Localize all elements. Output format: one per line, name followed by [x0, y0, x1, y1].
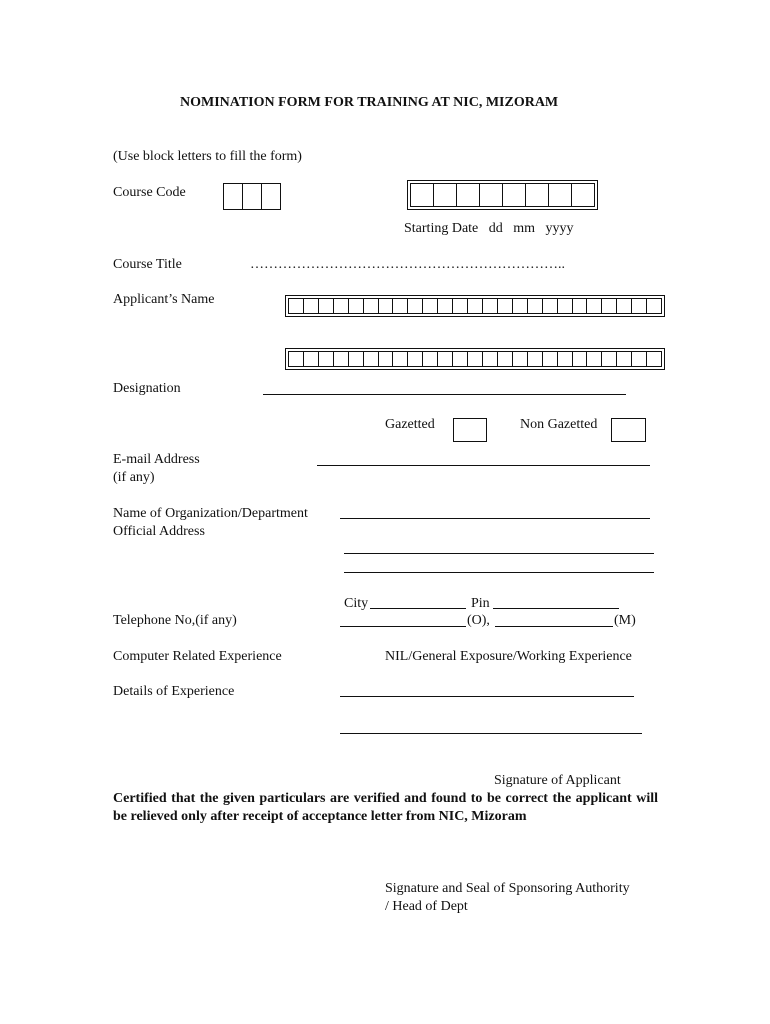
designation-label: Designation	[113, 381, 181, 396]
starting-date-boxes[interactable]	[407, 180, 598, 210]
experience-details-line-1[interactable]	[340, 696, 634, 697]
name-letter-box[interactable]	[349, 298, 364, 314]
certification-text: Certified that the given particulars are verified and found to be correct the applicant will be relieved only after receipt of acceptance letter from NIC, Mizoram	[113, 791, 658, 824]
applicant-name-boxes-row-1[interactable]	[285, 295, 665, 317]
course-code-box[interactable]	[262, 183, 281, 210]
name-letter-box[interactable]	[573, 351, 588, 367]
course-code-label: Course Code	[113, 185, 186, 200]
name-letter-box[interactable]	[483, 351, 498, 367]
name-letter-box[interactable]	[558, 351, 573, 367]
starting-date-label: Starting Date dd mm yyyy	[404, 221, 574, 236]
name-letter-box[interactable]	[587, 351, 602, 367]
telephone-label: Telephone No,(if any)	[113, 613, 237, 628]
name-letter-box[interactable]	[438, 351, 453, 367]
date-format-hint: dd mm yyyy	[488, 221, 574, 236]
name-letter-box[interactable]	[528, 351, 543, 367]
name-letter-box[interactable]	[573, 298, 588, 314]
name-letter-box[interactable]	[334, 351, 349, 367]
gazetted-label: Gazetted	[385, 417, 435, 432]
experience-details-label: Details of Experience	[113, 684, 235, 699]
name-letter-box[interactable]	[558, 298, 573, 314]
name-letter-box[interactable]	[498, 298, 513, 314]
email-label: E-mail Address	[113, 452, 200, 467]
name-letter-box[interactable]	[288, 298, 304, 314]
name-letter-box[interactable]	[319, 351, 334, 367]
date-box[interactable]	[572, 183, 595, 207]
address-input-line-2[interactable]	[344, 572, 654, 573]
name-letter-box[interactable]	[334, 298, 349, 314]
course-title-field[interactable]: …………………………………………………………..	[250, 257, 565, 272]
page-title: NOMINATION FORM FOR TRAINING AT NIC, MIZORAM	[180, 95, 559, 110]
name-letter-box[interactable]	[288, 351, 304, 367]
experience-options[interactable]: NIL/General Exposure/Working Experience	[385, 649, 632, 664]
date-box[interactable]	[434, 183, 457, 207]
name-letter-box[interactable]	[543, 298, 558, 314]
non-gazetted-checkbox[interactable]	[611, 418, 646, 442]
applicant-signature-label: Signature of Applicant	[494, 773, 621, 788]
city-input-line[interactable]	[370, 608, 466, 609]
name-letter-box[interactable]	[468, 298, 483, 314]
pin-input-line[interactable]	[493, 608, 619, 609]
name-letter-box[interactable]	[304, 351, 319, 367]
experience-details-line-2[interactable]	[340, 733, 642, 734]
applicant-name-label: Applicant’s Name	[113, 292, 215, 307]
date-box[interactable]	[410, 183, 434, 207]
telephone-office-suffix: (O),	[467, 613, 490, 628]
name-letter-box[interactable]	[543, 351, 558, 367]
name-letter-box[interactable]	[319, 298, 334, 314]
address-input-line-1[interactable]	[344, 553, 654, 554]
name-letter-box[interactable]	[453, 351, 468, 367]
name-letter-box[interactable]	[438, 298, 453, 314]
email-input-line[interactable]	[317, 465, 650, 466]
name-letter-box[interactable]	[453, 298, 468, 314]
name-letter-box[interactable]	[528, 298, 543, 314]
name-letter-box[interactable]	[393, 298, 408, 314]
name-letter-box[interactable]	[468, 351, 483, 367]
sponsor-head-label: / Head of Dept	[385, 899, 468, 914]
name-letter-box[interactable]	[587, 298, 602, 314]
name-letter-box[interactable]	[617, 351, 632, 367]
organization-input-line[interactable]	[340, 518, 650, 519]
name-letter-box[interactable]	[304, 298, 319, 314]
non-gazetted-label: Non Gazetted	[520, 417, 598, 432]
city-label: City	[344, 596, 369, 611]
course-code-boxes[interactable]	[223, 183, 281, 210]
name-letter-box[interactable]	[632, 298, 647, 314]
name-letter-box[interactable]	[408, 351, 423, 367]
name-letter-box[interactable]	[647, 298, 662, 314]
name-letter-box[interactable]	[483, 298, 498, 314]
telephone-mobile-input-line[interactable]	[495, 626, 613, 627]
date-box[interactable]	[457, 183, 480, 207]
name-letter-box[interactable]	[602, 351, 617, 367]
gazetted-checkbox[interactable]	[453, 418, 487, 442]
name-letter-box[interactable]	[513, 298, 528, 314]
sponsor-signature-label: Signature and Seal of Sponsoring Authority	[385, 881, 630, 896]
email-sub-label: (if any)	[113, 470, 155, 485]
name-letter-box[interactable]	[632, 351, 647, 367]
computer-experience-label: Computer Related Experience	[113, 649, 282, 664]
date-box[interactable]	[526, 183, 549, 207]
date-box[interactable]	[503, 183, 526, 207]
instructions-text: (Use block letters to fill the form)	[113, 149, 302, 164]
name-letter-box[interactable]	[602, 298, 617, 314]
name-letter-box[interactable]	[379, 298, 394, 314]
course-code-box[interactable]	[223, 183, 243, 210]
name-letter-box[interactable]	[364, 298, 379, 314]
name-letter-box[interactable]	[423, 298, 438, 314]
applicant-name-boxes-row-2[interactable]	[285, 348, 665, 370]
name-letter-box[interactable]	[498, 351, 513, 367]
name-letter-box[interactable]	[379, 351, 394, 367]
telephone-office-input-line[interactable]	[340, 626, 466, 627]
telephone-mobile-suffix: (M)	[614, 613, 636, 628]
name-letter-box[interactable]	[513, 351, 528, 367]
name-letter-box[interactable]	[349, 351, 364, 367]
pin-label: Pin	[471, 596, 490, 611]
name-letter-box[interactable]	[617, 298, 632, 314]
organization-label: Name of Organization/Department	[113, 506, 308, 521]
designation-input-line[interactable]	[263, 394, 626, 395]
official-address-label: Official Address	[113, 524, 205, 539]
course-code-box[interactable]	[243, 183, 262, 210]
name-letter-box[interactable]	[408, 298, 423, 314]
course-title-label: Course Title	[113, 257, 182, 272]
date-box[interactable]	[549, 183, 572, 207]
name-letter-box[interactable]	[423, 351, 438, 367]
date-box[interactable]	[480, 183, 503, 207]
name-letter-box[interactable]	[364, 351, 379, 367]
name-letter-box[interactable]	[647, 351, 662, 367]
name-letter-box[interactable]	[393, 351, 408, 367]
